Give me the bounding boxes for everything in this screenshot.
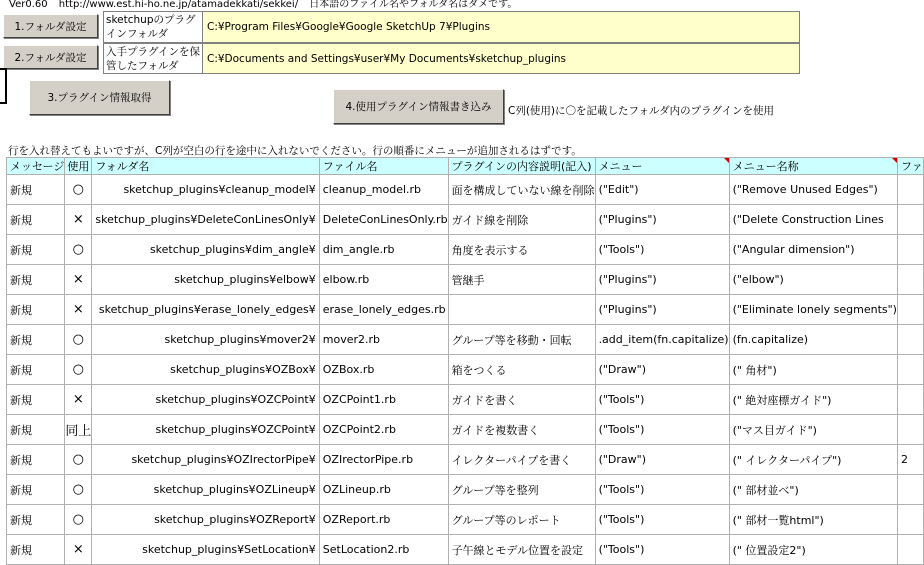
row-menu-name[interactable]: (" 角材") bbox=[729, 355, 897, 385]
row-folder[interactable] bbox=[92, 535, 319, 565]
row-use[interactable]: ○ bbox=[65, 325, 92, 355]
row-use[interactable]: ○ bbox=[65, 355, 92, 385]
row-menu-name[interactable]: ("Delete Construction Lines bbox=[729, 205, 897, 235]
row-message[interactable]: 新規 bbox=[7, 295, 65, 325]
row-menu[interactable]: ("Tools") bbox=[595, 385, 729, 415]
row-use[interactable]: × bbox=[65, 265, 92, 295]
folder-setting-button-2[interactable]: 2.フォルダ設定 bbox=[3, 45, 98, 69]
header-menu-name: メニュー名称 bbox=[729, 158, 897, 175]
plugin-folder-row bbox=[103, 11, 800, 43]
row-use[interactable]: ○ bbox=[65, 445, 92, 475]
row-description[interactable]: 子午線とモデル位置を設定 bbox=[448, 535, 595, 565]
row-message[interactable]: 新規 bbox=[7, 265, 65, 295]
reorder-note: 行を入れ替えてもよいですが、C列が空白の行を途中に入れないでください。行の順番にメニューが追加されるはずです。 bbox=[8, 145, 582, 157]
row-file[interactable]: OZCPoint2.rb bbox=[319, 415, 448, 445]
row-menu-name[interactable]: ("elbow") bbox=[729, 265, 897, 295]
row-use[interactable]: ○ bbox=[65, 505, 92, 535]
row-folder[interactable] bbox=[92, 505, 319, 535]
row-folder[interactable] bbox=[92, 325, 319, 355]
row-use[interactable]: 同上 bbox=[65, 415, 92, 445]
table-row[interactable] bbox=[7, 385, 924, 415]
table-row[interactable] bbox=[7, 295, 924, 325]
row-extra[interactable] bbox=[897, 175, 923, 205]
row-file[interactable]: SetLocation2.rb bbox=[319, 535, 448, 565]
row-menu-name[interactable]: (" 絶対座標ガイド") bbox=[729, 385, 897, 415]
row-menu[interactable]: ("Plugins") bbox=[595, 205, 729, 235]
table-row[interactable] bbox=[7, 265, 924, 295]
header-menu: メニュー bbox=[595, 158, 729, 175]
row-extra[interactable] bbox=[897, 505, 923, 535]
row-message[interactable]: 新規 bbox=[7, 505, 65, 535]
folder-text: sketchup_plugins¥cleanup_model¥ bbox=[123, 183, 316, 196]
row-menu[interactable]: ("Plugins") bbox=[595, 295, 729, 325]
row-menu[interactable]: ("Plugins") bbox=[595, 265, 729, 295]
row-folder[interactable] bbox=[92, 445, 319, 475]
row-description[interactable]: ガイドを複数書く bbox=[448, 415, 595, 445]
row-message[interactable]: 新規 bbox=[7, 445, 65, 475]
row-message[interactable]: 新規 bbox=[7, 475, 65, 505]
row-menu-name[interactable]: (" 部材一覧html") bbox=[729, 505, 897, 535]
row-message[interactable]: 新規 bbox=[7, 205, 65, 235]
row-file[interactable]: OZBox.rb bbox=[319, 355, 448, 385]
row-description[interactable]: ガイド線を削除 bbox=[448, 205, 595, 235]
row-description[interactable]: イレクターパイプを書く bbox=[448, 445, 595, 475]
row-use[interactable]: × bbox=[65, 205, 92, 235]
row-extra[interactable] bbox=[897, 295, 923, 325]
row-file[interactable]: mover2.rb bbox=[319, 325, 448, 355]
header-message: メッセージ bbox=[7, 158, 65, 175]
get-plugin-info-button[interactable]: 3.プラグイン情報取得 bbox=[29, 80, 170, 115]
row-menu[interactable]: ("Tools") bbox=[595, 415, 729, 445]
row-folder[interactable] bbox=[92, 235, 319, 265]
row-menu-name[interactable]: ("Eliminate lonely segments") bbox=[729, 295, 897, 325]
row-use[interactable]: × bbox=[65, 385, 92, 415]
folder-text: sketchup_plugins¥OZLineup¥ bbox=[153, 483, 316, 496]
folder-text: sketchup_plugins¥OZIrectorPipe¥ bbox=[131, 453, 316, 466]
table-row[interactable] bbox=[7, 475, 924, 505]
row-message[interactable]: 新規 bbox=[7, 415, 65, 445]
folder-text: sketchup_plugins¥elbow¥ bbox=[174, 273, 316, 286]
table-row[interactable] bbox=[7, 535, 924, 565]
row-description[interactable]: 箱をつくる bbox=[448, 355, 595, 385]
folder-text: sketchup_plugins¥OZReport¥ bbox=[154, 513, 316, 526]
row-folder[interactable] bbox=[92, 265, 319, 295]
row-extra[interactable] bbox=[897, 235, 923, 265]
row-menu-name[interactable]: (fn.capitalize) bbox=[729, 325, 897, 355]
row-description[interactable]: グループ等のレポート bbox=[448, 505, 595, 535]
row-file[interactable]: erase_lonely_edges.rb bbox=[319, 295, 448, 325]
source-url[interactable]: http://www.est.hi-ho.ne.jp/atamadekkati/sekkei/ bbox=[58, 0, 299, 10]
row-description[interactable]: グループ等を移動・回転 bbox=[448, 325, 595, 355]
table-row[interactable] bbox=[7, 175, 924, 205]
table-row[interactable] bbox=[7, 235, 924, 265]
row-file[interactable]: dim_angle.rb bbox=[319, 235, 448, 265]
row-use[interactable]: ○ bbox=[65, 475, 92, 505]
row-description[interactable]: 角度を表示する bbox=[448, 235, 595, 265]
row-description[interactable]: グループ等を整列 bbox=[448, 475, 595, 505]
row-folder[interactable] bbox=[92, 295, 319, 325]
row-folder[interactable] bbox=[92, 385, 319, 415]
header-description: プラグインの内容説明(記入) bbox=[448, 158, 595, 175]
row-menu[interactable]: ("Edit") bbox=[595, 175, 729, 205]
row-extra[interactable] bbox=[897, 205, 923, 235]
table-header-row bbox=[7, 158, 924, 175]
row-use[interactable]: × bbox=[65, 535, 92, 565]
folder-text: sketchup_plugins¥erase_lonely_edges¥ bbox=[98, 303, 316, 316]
row-menu[interactable]: .add_item(fn.capitalize) bbox=[595, 325, 729, 355]
row-file[interactable]: OZReport.rb bbox=[319, 505, 448, 535]
row-message[interactable]: 新規 bbox=[7, 175, 65, 205]
table-row[interactable] bbox=[7, 415, 924, 445]
table-row[interactable] bbox=[7, 355, 924, 385]
row-folder[interactable] bbox=[92, 175, 319, 205]
row-message[interactable]: 新規 bbox=[7, 235, 65, 265]
table-row[interactable] bbox=[7, 325, 924, 355]
row-file[interactable]: cleanup_model.rb bbox=[319, 175, 448, 205]
row-use[interactable]: ○ bbox=[65, 235, 92, 265]
row-menu-name[interactable]: (" 部材並べ") bbox=[729, 475, 897, 505]
table-row[interactable] bbox=[7, 445, 924, 475]
row-menu-name[interactable]: ("Angular dimension") bbox=[729, 235, 897, 265]
stored-folder-path[interactable]: C:¥Documents and Settings¥user¥My Documents¥sketchup_plugins bbox=[203, 44, 799, 73]
header-use: 使用 bbox=[65, 158, 92, 175]
folder-text: sketchup_plugins¥DeleteConLinesOnly¥ bbox=[95, 213, 316, 226]
folder-text: sketchup_plugins¥mover2¥ bbox=[164, 333, 316, 346]
table-row[interactable] bbox=[7, 505, 924, 535]
row-message[interactable]: 新規 bbox=[7, 535, 65, 565]
row-folder[interactable] bbox=[92, 415, 319, 445]
row-menu[interactable]: ("Tools") bbox=[595, 505, 729, 535]
row-description[interactable]: ガイドを書く bbox=[448, 385, 595, 415]
version-label: Ver0.60 bbox=[9, 0, 48, 10]
header-line bbox=[9, 0, 525, 11]
row-extra[interactable] bbox=[897, 385, 923, 415]
row-file[interactable]: elbow.rb bbox=[319, 265, 448, 295]
row-menu-name[interactable]: (" イレクターパイプ") bbox=[729, 445, 897, 475]
row-message[interactable]: 新規 bbox=[7, 355, 65, 385]
cell-selection-edge bbox=[0, 68, 7, 104]
row-file[interactable]: OZIrectorPipe.rb bbox=[319, 445, 448, 475]
row-menu[interactable]: ("Tools") bbox=[595, 475, 729, 505]
plugin-folder-path[interactable]: C:¥Program Files¥Google¥Google SketchUp 7¥Plugins bbox=[203, 12, 799, 42]
row-description[interactable]: 管継手 bbox=[448, 265, 595, 295]
row-message[interactable]: 新規 bbox=[7, 385, 65, 415]
row-menu-name[interactable]: (" 位置設定2") bbox=[729, 535, 897, 565]
row-description[interactable]: 面を構成していない線を削除 bbox=[448, 175, 595, 205]
filename-note: 日本語のファイル名やフォルダ名はダメです。 bbox=[309, 0, 518, 10]
row-menu[interactable]: ("Tools") bbox=[595, 535, 729, 565]
row-folder[interactable] bbox=[92, 355, 319, 385]
header-folder: フォルダ名 bbox=[92, 158, 319, 175]
row-extra[interactable]: 2 bbox=[897, 445, 923, 475]
row-menu[interactable]: ("Tools") bbox=[595, 235, 729, 265]
table-row[interactable] bbox=[7, 205, 924, 235]
row-menu[interactable]: ("Draw") bbox=[595, 355, 729, 385]
row-extra[interactable] bbox=[897, 265, 923, 295]
header-extra: ファ bbox=[897, 158, 923, 175]
row-extra[interactable] bbox=[897, 535, 923, 565]
folder-text: sketchup_plugins¥SetLocation¥ bbox=[142, 543, 316, 556]
header-file: ファイル名 bbox=[319, 158, 448, 175]
stored-folder-row bbox=[103, 43, 800, 74]
plugin-table bbox=[6, 157, 924, 565]
row-menu[interactable]: ("Draw") bbox=[595, 445, 729, 475]
plugin-folder-label: sketchupのプラグインフォルダ bbox=[104, 12, 203, 42]
folder-text: sketchup_plugins¥dim_angle¥ bbox=[149, 243, 316, 256]
row-message[interactable]: 新規 bbox=[7, 325, 65, 355]
row-extra[interactable] bbox=[897, 325, 923, 355]
row-menu-name[interactable]: ("Remove Unused Edges") bbox=[729, 175, 897, 205]
write-note: C列(使用)に〇を記載したフォルダ内のプラグインを使用 bbox=[508, 105, 775, 117]
row-file[interactable]: OZLineup.rb bbox=[319, 475, 448, 505]
folder-text: sketchup_plugins¥OZCPoint¥ bbox=[155, 393, 316, 406]
folder-text: sketchup_plugins¥OZBox¥ bbox=[170, 363, 316, 376]
row-folder[interactable] bbox=[92, 205, 319, 235]
row-file[interactable]: DeleteConLinesOnly.rb bbox=[319, 205, 448, 235]
row-description[interactable] bbox=[448, 295, 595, 325]
write-plugin-info-button[interactable]: 4.使用プラグイン情報書き込み bbox=[333, 89, 504, 124]
folder-setting-button-1[interactable]: 1.フォルダ設定 bbox=[3, 14, 98, 38]
row-file[interactable]: OZCPoint1.rb bbox=[319, 385, 448, 415]
stored-folder-label: 入手プラグインを保管したフォルダ bbox=[104, 44, 203, 73]
row-menu-name[interactable]: ("マス目ガイド") bbox=[729, 415, 897, 445]
row-extra[interactable] bbox=[897, 355, 923, 385]
row-extra[interactable] bbox=[897, 415, 923, 445]
row-folder[interactable] bbox=[92, 475, 319, 505]
row-use[interactable]: × bbox=[65, 295, 92, 325]
row-extra[interactable] bbox=[897, 475, 923, 505]
folder-text: sketchup_plugins¥OZCPoint¥ bbox=[155, 423, 316, 436]
row-use[interactable]: ○ bbox=[65, 175, 92, 205]
